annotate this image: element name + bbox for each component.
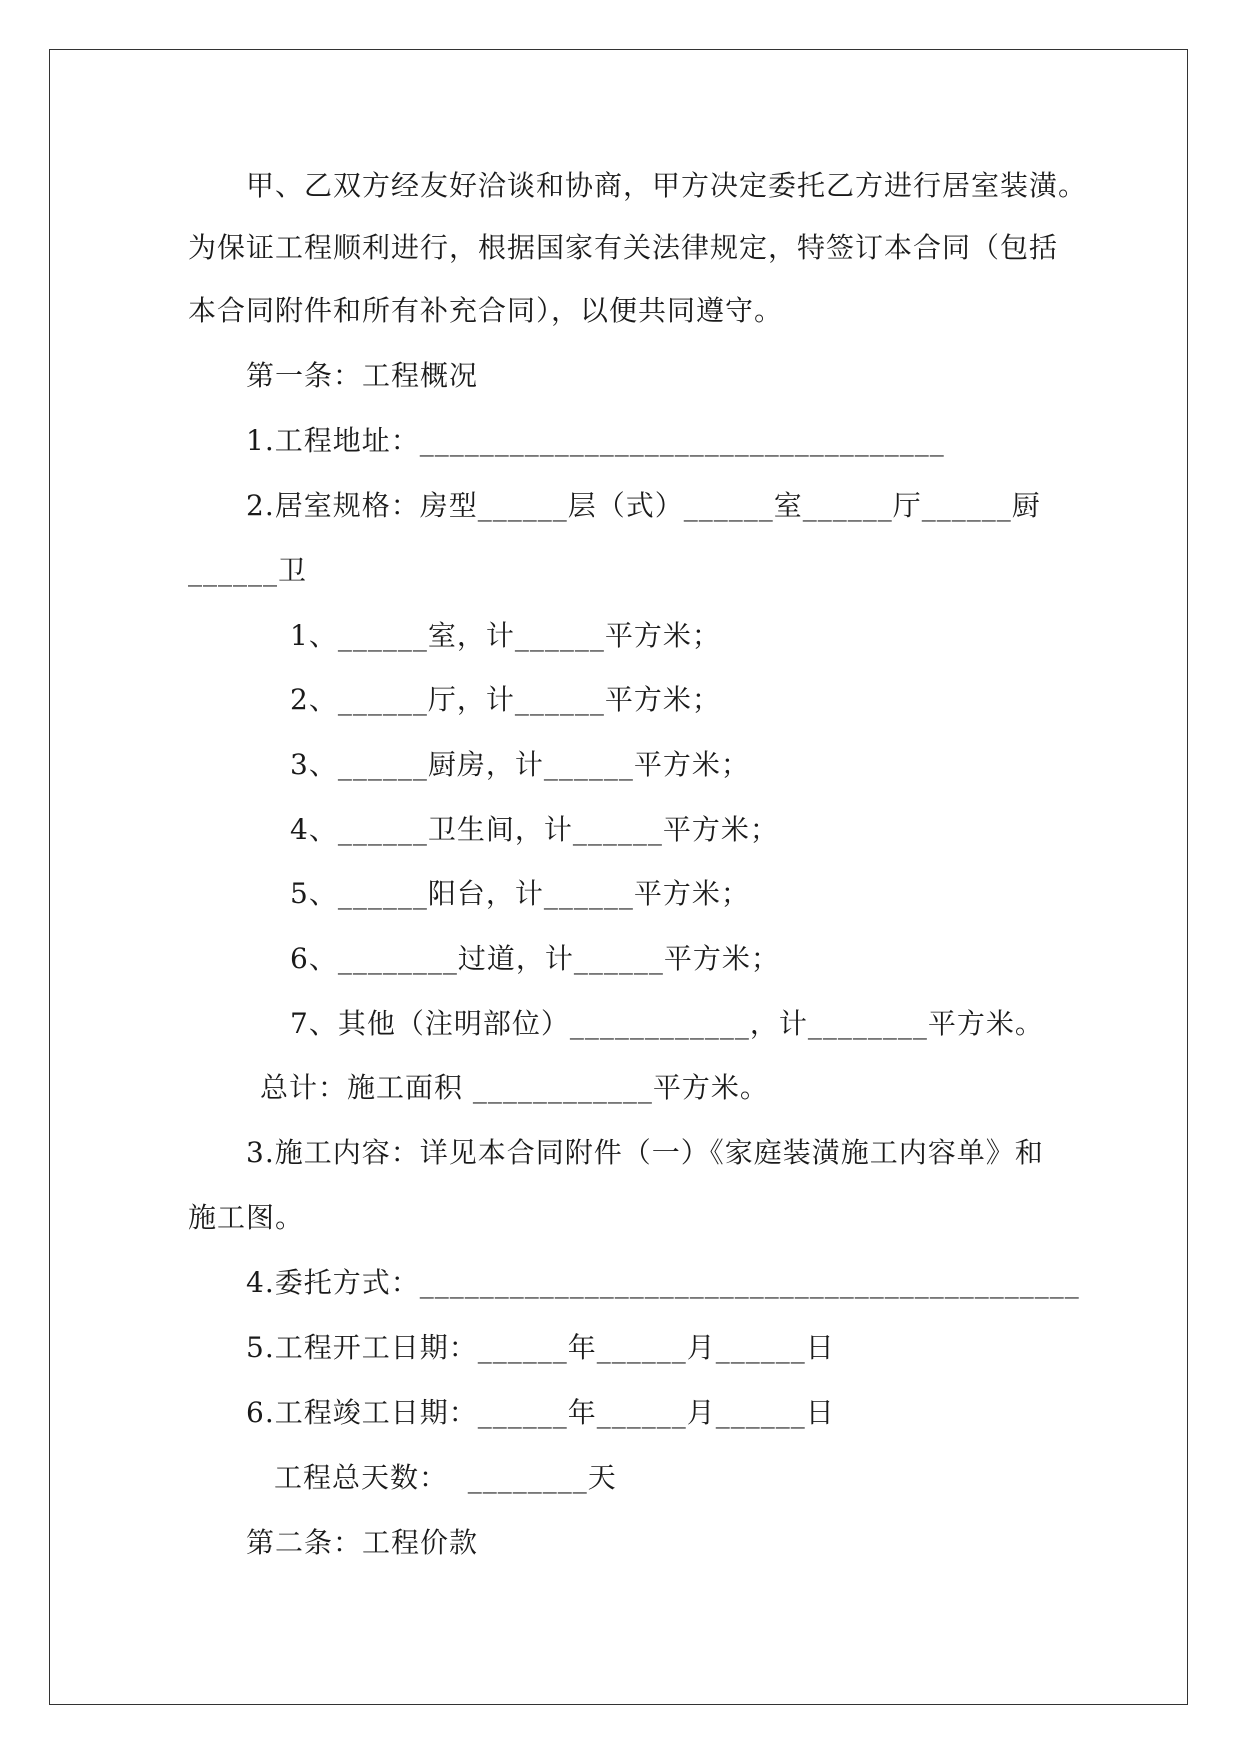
area-item-2: 2、______厅，计______平方米； bbox=[290, 683, 721, 716]
commission-method-field: 4.委托方式：____________________________________________ bbox=[246, 1266, 1080, 1299]
room-spec-field-cont: ______卫 bbox=[188, 554, 308, 587]
completion-date-field: 6.工程竣工日期：______年______月______日 bbox=[246, 1396, 835, 1429]
intro-line-3: 本合同附件和所有补充合同），以便共同遵守。 bbox=[188, 294, 784, 327]
area-item-3: 3、______厨房，计______平方米； bbox=[290, 748, 750, 781]
start-date-field: 5.工程开工日期：______年______月______日 bbox=[246, 1331, 835, 1364]
area-item-6: 6、________过道，计______平方米； bbox=[290, 942, 780, 975]
construction-content-cont: 施工图。 bbox=[188, 1201, 305, 1234]
area-item-4: 4、______卫生间，计______平方米； bbox=[290, 813, 779, 846]
area-item-7: 7、其他（注明部位）____________，计________平方米。 bbox=[290, 1007, 1044, 1040]
total-area: 总计：施工面积 ____________平方米。 bbox=[260, 1071, 769, 1104]
article-1-heading: 第一条：工程概况 bbox=[246, 359, 479, 392]
total-days-field: 工程总天数： ________天 bbox=[274, 1461, 617, 1494]
room-spec-field: 2.居室规格：房型______层（式）______室______厅______厨 bbox=[246, 489, 1041, 522]
article-2-heading: 第二条：工程价款 bbox=[246, 1526, 479, 1559]
intro-line-1: 甲、乙双方经友好洽谈和协商，甲方决定委托乙方进行居室装潢。 bbox=[246, 169, 1088, 202]
project-address-field: 1.工程地址：___________________________________ bbox=[246, 424, 945, 457]
construction-content: 3.施工内容：详见本合同附件（一）《家庭装潢施工内容单》和 bbox=[246, 1136, 1044, 1169]
area-item-1: 1、______室，计______平方米； bbox=[290, 619, 721, 652]
intro-line-2: 为保证工程顺利进行，根据国家有关法律规定，特签订本合同（包括 bbox=[188, 231, 1059, 264]
area-item-5: 5、______阳台，计______平方米； bbox=[290, 877, 750, 910]
